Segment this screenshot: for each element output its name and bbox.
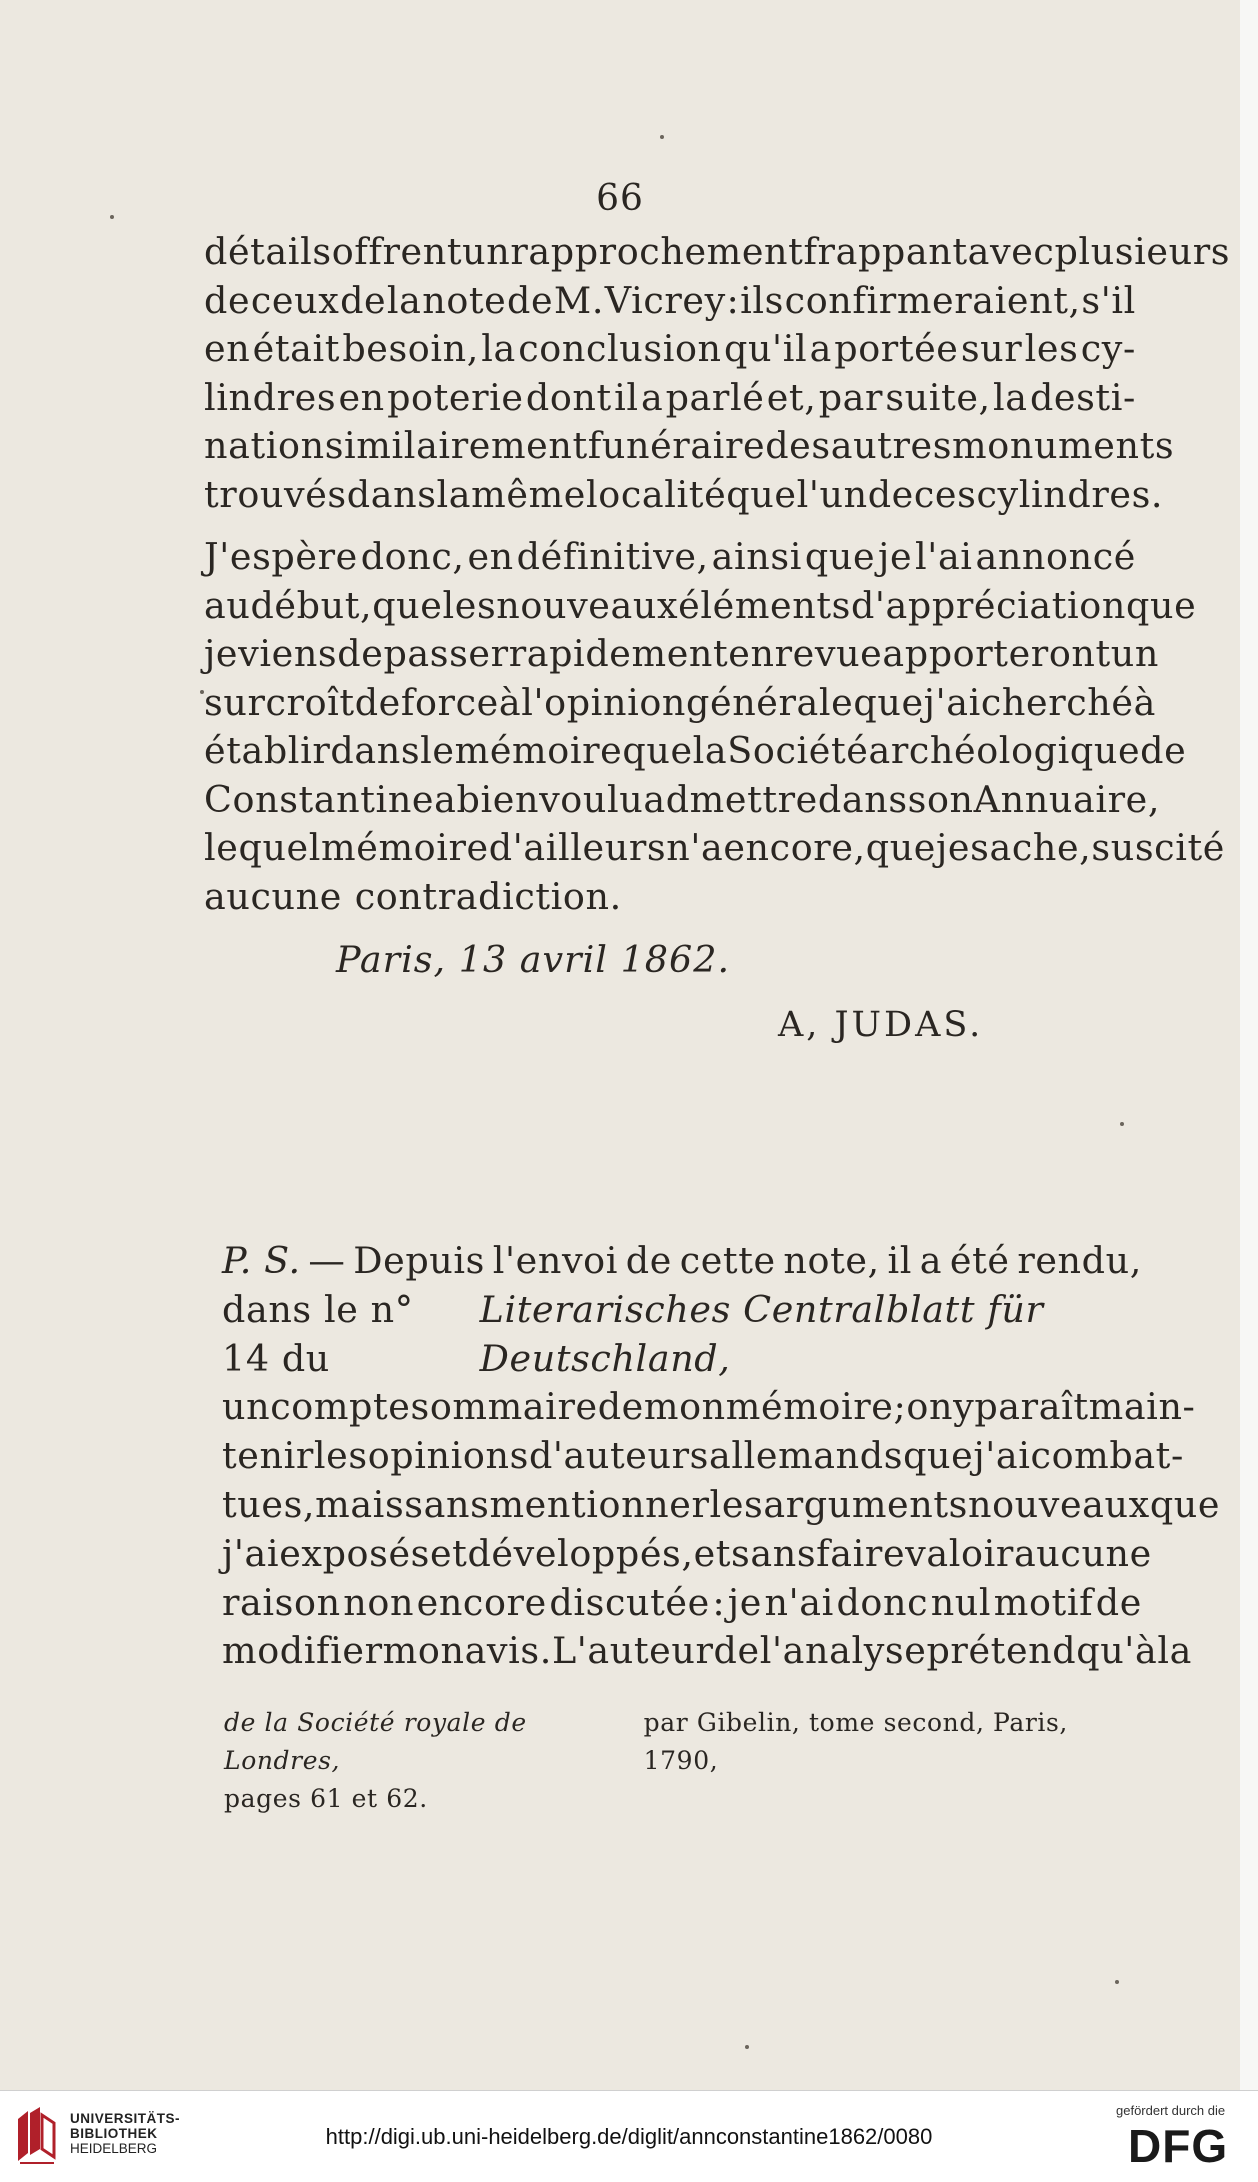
word: dans bbox=[330, 729, 421, 772]
dfg-logo: DFG bbox=[1128, 2120, 1229, 2172]
word: établir bbox=[204, 729, 331, 772]
word: lequel bbox=[204, 826, 322, 869]
word: qu'il bbox=[723, 327, 808, 370]
word: sache, bbox=[970, 826, 1092, 869]
word: de bbox=[597, 1385, 644, 1429]
word: et, bbox=[766, 375, 817, 419]
postscript-line2-start: dans le n° 14 du bbox=[222, 1287, 414, 1380]
word: l'analyse bbox=[759, 1629, 927, 1673]
word: conclusion bbox=[518, 327, 722, 370]
word: ils bbox=[740, 278, 784, 322]
word: avec bbox=[967, 230, 1055, 273]
word: détails bbox=[204, 230, 332, 273]
word: éléments bbox=[678, 583, 851, 627]
paragraph-1 bbox=[204, 228, 1231, 519]
word: la bbox=[481, 327, 516, 370]
word: donc bbox=[836, 1580, 929, 1624]
word: force bbox=[400, 680, 499, 724]
text-line bbox=[204, 422, 1175, 471]
word: mais bbox=[315, 1482, 405, 1526]
word: archéologique bbox=[868, 729, 1141, 772]
word: nation bbox=[204, 424, 325, 467]
word: sommaire bbox=[410, 1385, 598, 1429]
print-speck bbox=[200, 690, 204, 694]
word: je bbox=[727, 1580, 762, 1624]
print-speck bbox=[110, 215, 114, 219]
word: les bbox=[442, 583, 497, 627]
footnote-line bbox=[224, 1704, 1142, 1780]
word: nouveaux bbox=[967, 1482, 1150, 1526]
word: ces bbox=[913, 472, 977, 516]
word: et bbox=[693, 1531, 732, 1575]
text-line bbox=[222, 1627, 1192, 1676]
footnote bbox=[224, 1704, 1142, 1818]
word: mémoire bbox=[454, 729, 623, 772]
text-line bbox=[204, 582, 1197, 631]
word: que bbox=[804, 535, 876, 578]
word: rendu, bbox=[1017, 1239, 1142, 1282]
word: j'ai bbox=[222, 1531, 280, 1575]
text-line bbox=[204, 727, 1187, 776]
word: admettre bbox=[643, 777, 818, 821]
word: de bbox=[625, 1239, 672, 1282]
word: par bbox=[818, 375, 884, 419]
word: parlé bbox=[665, 375, 765, 419]
word: j'ai bbox=[973, 1434, 1031, 1478]
date-line: Paris, 13 avril 1862. bbox=[336, 938, 731, 981]
word: note, bbox=[783, 1239, 880, 1282]
word: nul bbox=[930, 1580, 992, 1624]
postscript bbox=[222, 1237, 1221, 1676]
word: tenir bbox=[222, 1434, 314, 1478]
word: encore bbox=[416, 1580, 547, 1624]
word: donc, bbox=[360, 535, 465, 578]
word: au bbox=[204, 583, 251, 627]
word: n'ai bbox=[764, 1580, 834, 1624]
text-line bbox=[204, 533, 1136, 582]
word: offrent bbox=[331, 230, 463, 273]
word: mentionner bbox=[489, 1482, 710, 1526]
word: — bbox=[308, 1239, 346, 1282]
word: bien bbox=[456, 777, 540, 821]
word: allemands bbox=[708, 1434, 904, 1478]
word: surcroît bbox=[204, 680, 355, 724]
word: le bbox=[420, 729, 455, 772]
text-line bbox=[204, 374, 1136, 423]
word: en bbox=[338, 375, 385, 419]
word: rapprochement bbox=[510, 230, 804, 273]
word: la bbox=[993, 375, 1028, 419]
word: frappant bbox=[803, 230, 968, 273]
word: dont bbox=[525, 375, 612, 419]
word: dans bbox=[817, 777, 908, 821]
word: la bbox=[692, 729, 728, 772]
word: poterie bbox=[387, 375, 524, 419]
word: voulu bbox=[539, 777, 644, 821]
text-line bbox=[222, 1383, 1196, 1432]
word: définitive, bbox=[516, 535, 709, 578]
word: en bbox=[204, 327, 251, 370]
word: un bbox=[222, 1385, 271, 1429]
footnote-line2: pages 61 et 62. bbox=[224, 1784, 428, 1813]
word: main- bbox=[1088, 1385, 1196, 1429]
word: opinions bbox=[367, 1434, 529, 1478]
word: a bbox=[919, 1239, 943, 1282]
word: raison bbox=[222, 1580, 341, 1624]
word: L'auteur bbox=[551, 1629, 714, 1673]
word: faire bbox=[816, 1531, 906, 1575]
word: des bbox=[765, 424, 831, 467]
word: aucune bbox=[204, 874, 342, 918]
word: cette bbox=[679, 1239, 776, 1282]
word: que bbox=[865, 826, 937, 869]
word: tues, bbox=[222, 1482, 316, 1526]
word: revue bbox=[774, 632, 883, 675]
word: que bbox=[1149, 1482, 1221, 1526]
word: portée bbox=[834, 327, 959, 370]
word: début, bbox=[250, 583, 373, 627]
word: J'espère bbox=[204, 535, 358, 578]
word: dans bbox=[346, 472, 437, 516]
footer-bar bbox=[0, 2090, 1258, 2182]
word: cylindres. bbox=[976, 472, 1164, 516]
word: prétend bbox=[926, 1629, 1077, 1673]
postscript-prefix: P. S. bbox=[222, 1239, 301, 1282]
word: lindres bbox=[204, 375, 337, 419]
word: suscité bbox=[1091, 826, 1225, 869]
text-line bbox=[204, 630, 1159, 679]
footnote-line1-rest: par Gibelin, tome second, Paris, 1790, bbox=[643, 1708, 1068, 1775]
word: a bbox=[809, 327, 832, 370]
word: combat- bbox=[1030, 1434, 1184, 1478]
author-signature: A, JUDAS. bbox=[778, 1005, 984, 1045]
word: Depuis bbox=[353, 1239, 486, 1282]
word: je bbox=[878, 535, 913, 578]
word: arguments bbox=[763, 1482, 968, 1526]
word: rapidement bbox=[508, 632, 729, 675]
word: contradiction. bbox=[354, 874, 622, 918]
word: localité bbox=[586, 472, 727, 516]
word: Constantine bbox=[204, 777, 435, 821]
word: que bbox=[853, 680, 924, 724]
word: développés, bbox=[467, 1531, 694, 1575]
text-line bbox=[222, 1432, 1184, 1481]
text-line bbox=[204, 325, 1136, 374]
word: à bbox=[1133, 680, 1156, 724]
word: de bbox=[1140, 729, 1187, 772]
word: Société bbox=[727, 729, 869, 772]
permalink-url[interactable]: http://digi.ub.uni-heidelberg.de/diglit/annconstantine1862/0080 bbox=[325, 2124, 933, 2149]
word: en bbox=[467, 535, 514, 578]
word: suite, bbox=[885, 375, 991, 419]
word: motif bbox=[993, 1580, 1094, 1624]
word: mon bbox=[643, 1385, 726, 1429]
text-line bbox=[204, 471, 1164, 520]
word: même bbox=[471, 472, 586, 516]
journal-title: Literarisches Centralblatt für Deutschland, bbox=[479, 1287, 1044, 1380]
word: les bbox=[1024, 327, 1079, 370]
library-name: UNIVERSITÄTS- BIBLIOTHEK HEIDELBERG bbox=[70, 2111, 181, 2156]
word: : bbox=[726, 278, 740, 322]
word: d'auteurs bbox=[528, 1434, 709, 1478]
word: desti- bbox=[1029, 375, 1136, 419]
word: Annuaire, bbox=[973, 777, 1161, 821]
word: je bbox=[936, 826, 971, 869]
word: de bbox=[713, 1629, 760, 1673]
word: a bbox=[640, 375, 664, 419]
word: l'opinion bbox=[521, 680, 687, 724]
footnote-italic: de la Société royale de Londres, bbox=[224, 1708, 527, 1775]
print-speck bbox=[660, 135, 664, 139]
word: n'a bbox=[666, 826, 724, 869]
word: mémoire bbox=[321, 826, 489, 869]
word: compte bbox=[270, 1385, 411, 1429]
word: les bbox=[313, 1434, 368, 1478]
word: son bbox=[907, 777, 974, 821]
word: paraît bbox=[974, 1385, 1089, 1429]
funding-caption: gefördert durch die bbox=[1116, 2103, 1226, 2118]
word: similairement bbox=[324, 424, 588, 467]
word: qu'à bbox=[1076, 1629, 1158, 1673]
word: nouveaux bbox=[496, 583, 679, 627]
word: que bbox=[372, 583, 443, 627]
word: l'ai bbox=[915, 535, 973, 578]
word: un bbox=[462, 230, 511, 273]
word: de bbox=[337, 632, 384, 675]
word: de bbox=[507, 278, 554, 322]
word: aucune bbox=[1013, 1531, 1152, 1575]
word: autres bbox=[830, 424, 953, 467]
text-line bbox=[222, 1579, 1142, 1628]
word: passer bbox=[383, 632, 509, 675]
word: la bbox=[386, 278, 422, 322]
word: note bbox=[422, 278, 507, 322]
word: j'ai bbox=[923, 680, 981, 724]
word: mon bbox=[382, 1629, 465, 1673]
word: je bbox=[204, 632, 239, 675]
word: y bbox=[953, 1385, 975, 1429]
word: annoncé bbox=[975, 535, 1136, 578]
word: les bbox=[709, 1482, 764, 1526]
word: encore, bbox=[723, 826, 866, 869]
page-edge bbox=[1240, 0, 1258, 2090]
text-line bbox=[204, 277, 1136, 326]
word: valoir bbox=[905, 1531, 1014, 1575]
word: d'appréciation bbox=[850, 583, 1126, 627]
word: confirmeraient, bbox=[784, 278, 1081, 322]
word: sans bbox=[404, 1482, 490, 1526]
word: plusieurs bbox=[1054, 230, 1231, 273]
word: d'ailleurs bbox=[488, 826, 667, 869]
word: la bbox=[1157, 1629, 1192, 1673]
text-line bbox=[204, 776, 1161, 825]
word: et bbox=[429, 1531, 468, 1575]
postscript-line bbox=[222, 1237, 1142, 1286]
word: un bbox=[1110, 632, 1159, 675]
word: non bbox=[343, 1580, 415, 1624]
word: modifier bbox=[222, 1629, 383, 1673]
word: de bbox=[1095, 1580, 1142, 1624]
word: de bbox=[204, 278, 251, 322]
word: de bbox=[354, 680, 401, 724]
word: la bbox=[436, 472, 472, 516]
word: que bbox=[903, 1434, 974, 1478]
word: M. bbox=[553, 278, 605, 322]
print-speck bbox=[1120, 1122, 1124, 1126]
word: besoin, bbox=[342, 327, 479, 370]
word: été bbox=[949, 1239, 1010, 1282]
word: avis. bbox=[464, 1629, 552, 1673]
word: ainsi bbox=[711, 535, 802, 578]
word: sur bbox=[960, 327, 1023, 370]
text-line bbox=[204, 824, 1225, 873]
word: sans bbox=[731, 1531, 817, 1575]
text-line bbox=[222, 1530, 1152, 1579]
word: discutée bbox=[549, 1580, 710, 1624]
word: il bbox=[614, 375, 639, 419]
text-line bbox=[222, 1481, 1221, 1530]
word: funéraire bbox=[587, 424, 766, 467]
word: générale bbox=[686, 680, 854, 724]
word: on bbox=[906, 1385, 954, 1429]
word: s'il bbox=[1081, 278, 1136, 322]
text-line bbox=[204, 679, 1156, 728]
word: l'envoi bbox=[492, 1239, 619, 1282]
word: mémoire; bbox=[725, 1385, 907, 1429]
text-line bbox=[204, 228, 1231, 277]
word: était bbox=[252, 327, 340, 370]
word: il bbox=[887, 1239, 913, 1282]
word: ceux bbox=[250, 278, 340, 322]
footnote-line bbox=[224, 1780, 1142, 1818]
word: exposés bbox=[279, 1531, 430, 1575]
word: l'un bbox=[796, 472, 868, 516]
word: monuments bbox=[952, 424, 1175, 467]
word: de bbox=[867, 472, 914, 516]
text-line bbox=[204, 873, 1136, 922]
word: : bbox=[712, 1580, 726, 1624]
word: apporteront bbox=[882, 632, 1111, 675]
word: de bbox=[340, 278, 387, 322]
word: cy- bbox=[1080, 327, 1136, 370]
paragraph-2 bbox=[204, 533, 1225, 921]
word: Vicrey bbox=[604, 278, 726, 322]
print-speck bbox=[1115, 1980, 1119, 1984]
print-speck bbox=[745, 2045, 749, 2049]
word: trouvés bbox=[204, 472, 347, 516]
word: viens bbox=[238, 632, 338, 675]
word: que bbox=[622, 729, 693, 772]
word: en bbox=[728, 632, 775, 675]
word: cherché bbox=[980, 680, 1134, 724]
word: que bbox=[1126, 583, 1197, 627]
word: que bbox=[726, 472, 797, 516]
word: a bbox=[434, 777, 457, 821]
word: à bbox=[498, 680, 522, 724]
page-number: 66 bbox=[596, 178, 644, 219]
postscript-line bbox=[222, 1286, 1142, 1384]
